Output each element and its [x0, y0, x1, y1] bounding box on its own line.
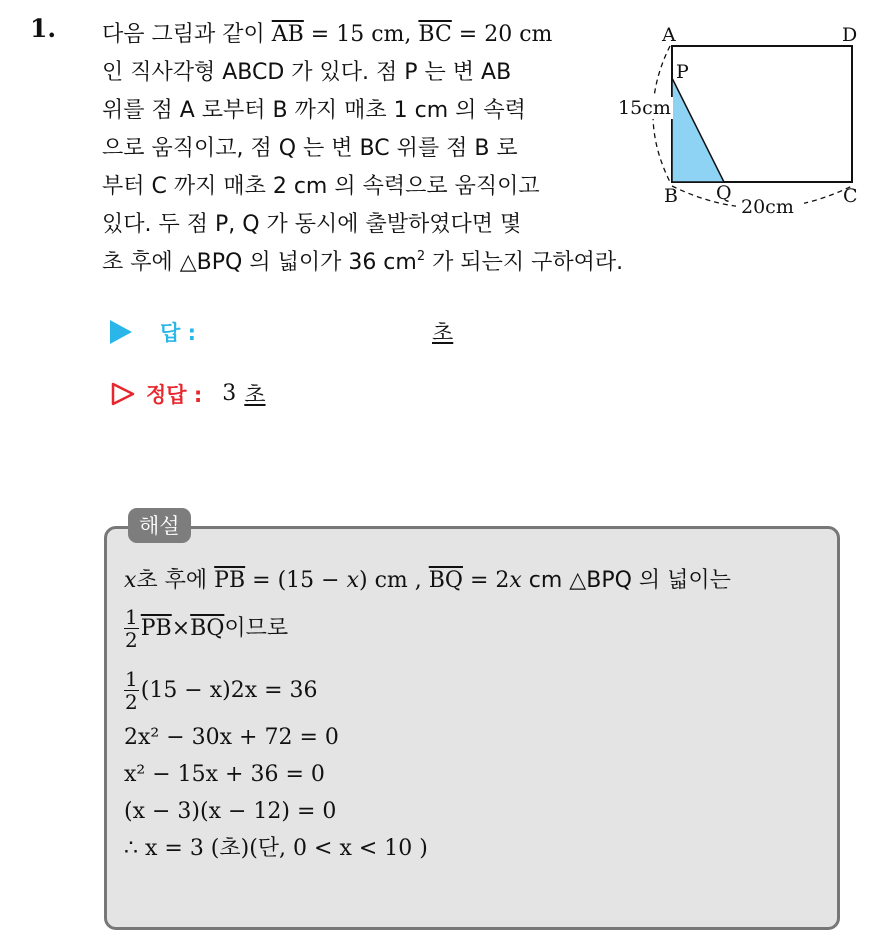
question-number: 1.: [30, 14, 57, 43]
problem-line-3: 위를 점 A 로부터 B 까지 매초 1 cm 의 속력: [102, 98, 526, 123]
segment-ab: $\overline{AB}$: [271, 22, 304, 47]
correct-answer-unit: 초: [244, 383, 266, 408]
answer-row: [110, 316, 453, 347]
point-c-label: C: [843, 185, 858, 207]
problem-line-4: 으로 움직이고, 점 Q 는 변 BC 위를 점 B 로: [102, 136, 518, 161]
problem-line-5: 부터 C 까지 매초 2 cm 의 속력으로 움직이고: [102, 174, 540, 199]
point-a-label: A: [662, 24, 676, 46]
solution-line-2: $\frac{1}{2}$ $\overline{PB}$ × $\overline{BQ}$ 이므로: [125, 604, 289, 652]
solution-body: [124, 562, 731, 867]
length-ab-label: 15cm: [618, 97, 671, 119]
point-p-label: P: [676, 61, 689, 83]
solution-tag: 해설: [128, 508, 191, 543]
point-d-label: D: [842, 24, 858, 46]
fraction-half: $\frac{1}{2}$: [125, 666, 138, 714]
segment-bc: $\overline{BC}$: [418, 22, 452, 47]
solution-line-7: ∴ x = 3 (초)(단, 0 < x < 10 ): [124, 836, 428, 861]
correct-answer-value: 3: [222, 381, 237, 406]
answer-label: 답 :: [160, 320, 196, 345]
solution-line-4: 2x² − 30x + 72 = 0: [124, 725, 339, 750]
length-bc-label: 20cm: [741, 196, 794, 218]
solution-line-5: x² − 15x + 36 = 0: [124, 762, 325, 787]
point-b-label: B: [664, 185, 678, 207]
answer-unit: 초: [432, 321, 454, 346]
outline-triangle-icon: [110, 381, 136, 407]
solution-line-1: x초 후에 $\overline{PB} = (15 - x)$ cm , $\overline{BQ} = 2x$ cm △BPQ 의 넓이는: [124, 568, 731, 593]
problem-line-6: 있다. 두 점 P, Q 가 동시에 출발하였다면 몇: [102, 212, 522, 237]
problem-line-7: 초 후에 △BPQ 의 넓이가 36 $cm^2$ 가 되는지 구하여라.: [102, 249, 624, 275]
point-q-label: Q: [716, 182, 732, 204]
triangle-bpq: [672, 78, 724, 182]
problem-text: [102, 16, 623, 282]
problem-line-2: 인 직사각형 ABCD 가 있다. 점 P 는 변 AB: [102, 60, 512, 85]
correct-answer-label: 정답 :: [146, 382, 203, 407]
solution-line-6: (x − 3)(x − 12) = 0: [124, 799, 337, 824]
correct-answer-row: [110, 378, 266, 409]
problem-line-1: 다음 그림과 같이 $\overline{AB} = 15$ cm, $\overline{BC} = 20$ cm: [102, 22, 553, 47]
rectangle-figure: [610, 16, 870, 226]
play-triangle-icon: [110, 320, 132, 344]
solution-line-3: $\frac{1}{2}$ (15 − x)2x = 36: [125, 666, 318, 714]
fraction-half: $\frac{1}{2}$: [125, 604, 138, 652]
